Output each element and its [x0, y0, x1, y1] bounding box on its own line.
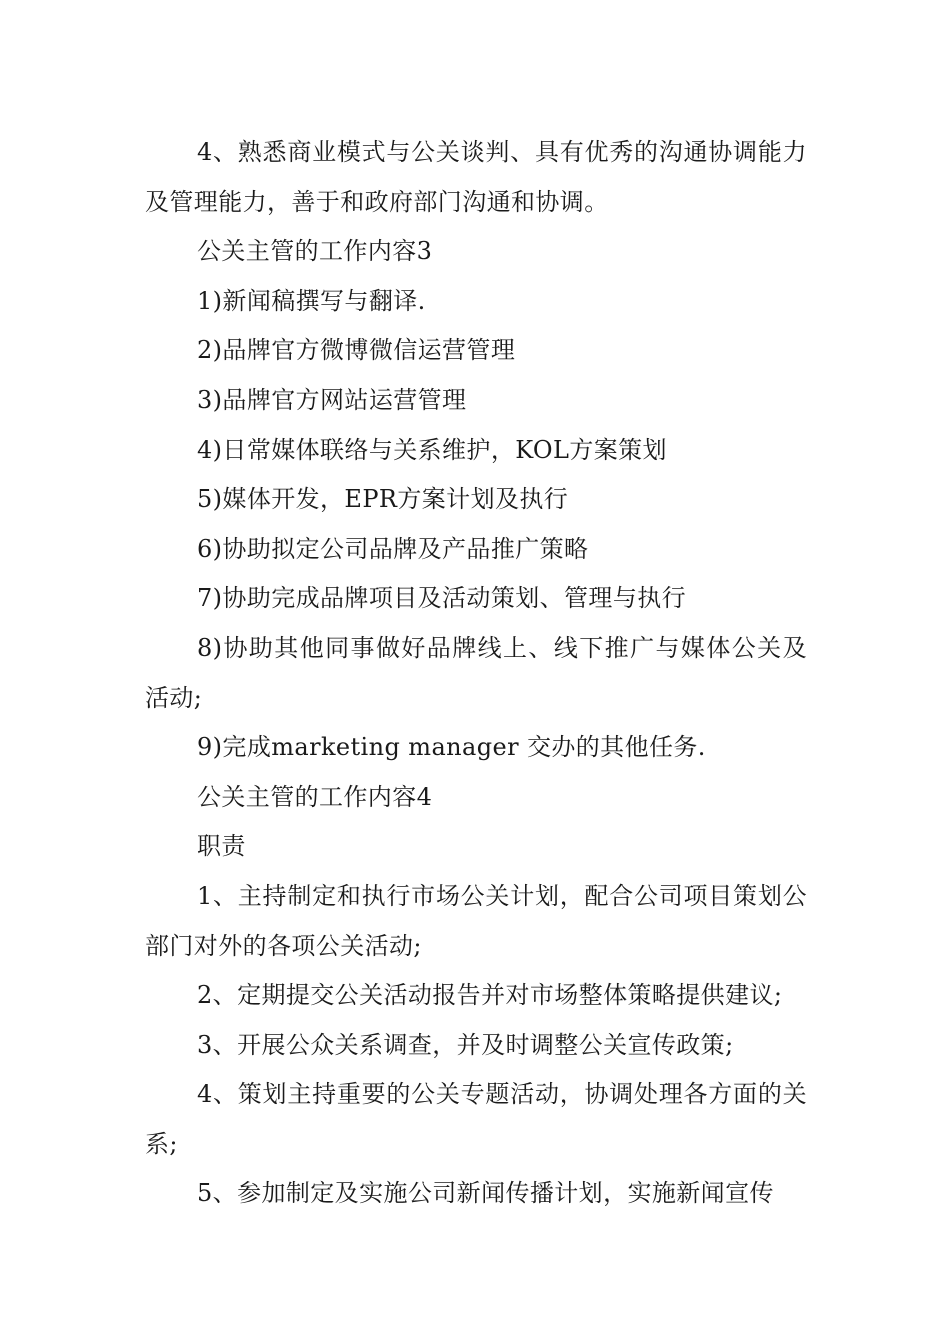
list-item-7: 7)协助完成品牌项目及活动策划、管理与执行 — [197, 584, 687, 613]
duty-item-1: 1、主持制定和执行市场公关计划，配合公司项目策划公部门对外的各项公关活动; — [145, 881, 807, 960]
list-item-3: 3)品牌官方网站运营管理 — [197, 385, 467, 414]
duty-item-2: 2、定期提交公关活动报告并对市场整体策略提供建议; — [197, 981, 783, 1010]
duty-item-4: 4、策划主持重要的公关专题活动，协调处理各方面的关系; — [145, 1080, 807, 1158]
paragraph-skill-4: 4、熟悉商业模式与公关谈判、具有优秀的沟通协调能力及管理能力，善于和政府部门沟通和协调。 — [145, 138, 807, 216]
list-item-8: 8)协助其他同事做好品牌线上、线下推广与媒体公关及活动; — [145, 633, 807, 712]
section-heading-4: 公关主管的工作内容4 — [197, 782, 433, 811]
document-body — [145, 128, 807, 1219]
list-item-2: 2)品牌官方微博微信运营管理 — [197, 336, 516, 365]
duty-item-3: 3、开展公众关系调查，并及时调整公关宣传政策; — [197, 1030, 734, 1059]
list-item-1: 1)新闻稿撰写与翻译. — [197, 286, 426, 315]
duty-item-5: 5、参加制定及实施公司新闻传播计划，实施新闻宣传 — [197, 1179, 774, 1208]
list-item-9: 9)完成marketing manager 交办的其他任务. — [197, 733, 706, 762]
list-item-4: 4)日常媒体联络与关系维护，KOL方案策划 — [197, 435, 667, 464]
responsibilities-label: 职责 — [197, 832, 246, 861]
list-item-6: 6)协助拟定公司品牌及产品推广策略 — [197, 534, 589, 563]
list-item-5: 5)媒体开发，EPR方案计划及执行 — [197, 485, 569, 514]
section-heading-3: 公关主管的工作内容3 — [197, 237, 433, 266]
